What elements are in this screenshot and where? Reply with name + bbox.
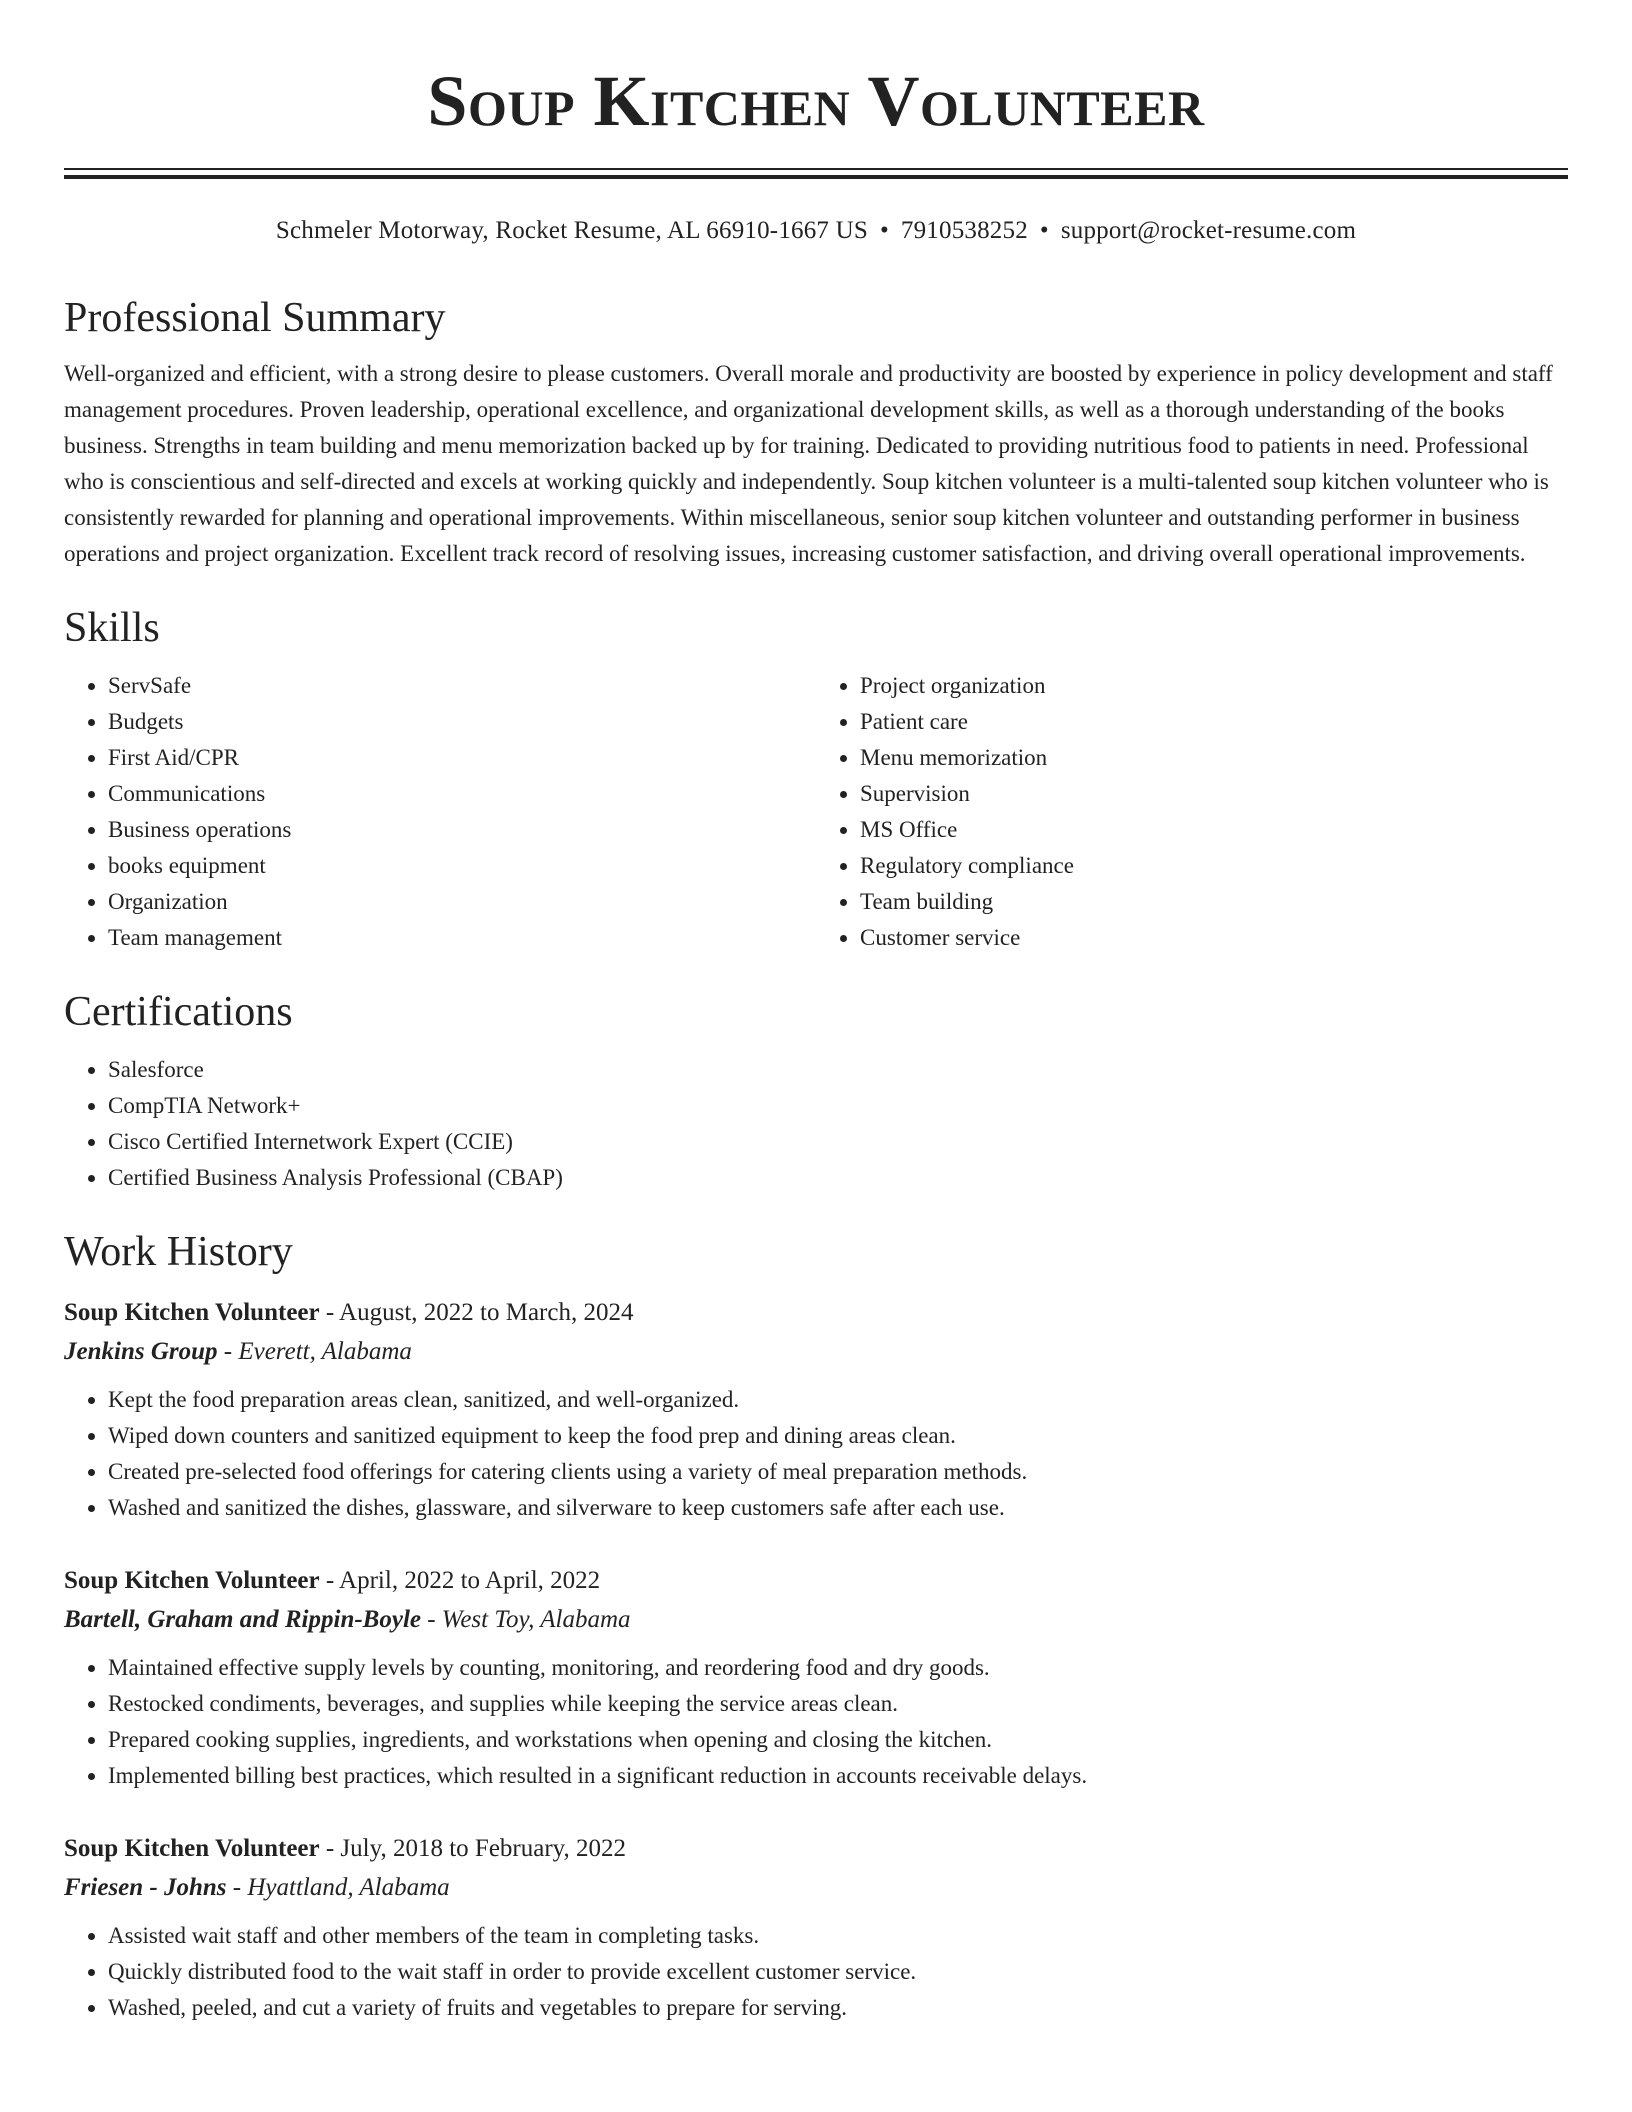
job-bullet: • Washed, peeled, and cut a variety of fruits and vegetables to prepare for serving. [108,1990,1568,2026]
skill-item: • books equipment [108,848,816,884]
skill-item: • Business operations [108,812,816,848]
job-bullet: • Kept the food preparation areas clean, sanitized, and well-organized. [108,1382,1568,1418]
job-bullet: • Washed and sanitized the dishes, glassware, and silverware to keep customers safe after each use. [108,1490,1568,1526]
job-bullets [64,1650,1568,1794]
contact-address: Schmeler Motorway, Rocket Resume, AL 66910-1667 US [275,217,868,244]
job-dates: - August, 2022 to March, 2024 [325,1299,634,1326]
job-entry [64,1830,1568,2026]
job-title: Soup Kitchen Volunteer [64,1567,320,1594]
job-bullet: • Wiped down counters and sanitized equipment to keep the food prep and dining areas clean. [108,1418,1568,1454]
job-company: Jenkins Group [64,1338,218,1365]
skill-item: • ServSafe [108,668,816,704]
job-bullet: • Quickly distributed food to the wait staff in order to provide excellent customer service. [108,1954,1568,1990]
job-bullet: • Created pre-selected food offerings for catering clients using a variety of meal preparation methods. [108,1454,1568,1490]
resume-name: Soup Kitchen Volunteer [427,61,1205,141]
certifications-heading: Certifications [64,989,293,1035]
job-title-line [64,1562,1568,1600]
resume-content [64,290,1568,2062]
summary-heading: Professional Summary [64,295,446,341]
skill-item: • Organization [108,884,816,920]
job-title-line [64,1294,1568,1332]
skill-item: • Regulatory compliance [860,848,1568,884]
certification-item: • CompTIA Network+ [108,1088,1568,1124]
certification-item: • Certified Business Analysis Professional (CBAP) [108,1160,1568,1196]
skill-item: • Project organization [860,668,1568,704]
skills-column-right [816,668,1568,956]
certification-item: • Cisco Certified Internetwork Expert (CCIE) [108,1124,1568,1160]
skills-heading: Skills [64,605,160,651]
skill-item: • MS Office [860,812,1568,848]
job-company: Friesen - Johns [64,1874,227,1901]
job-bullet: • Implemented billing best practices, which resulted in a significant reduction in accounts receivable delays. [108,1758,1568,1794]
certification-item: • Salesforce [108,1052,1568,1088]
job-location: - Everett, Alabama [223,1338,412,1365]
contact-line [0,214,1632,248]
job-title: Soup Kitchen Volunteer [64,1835,320,1862]
job-bullet: • Assisted wait staff and other members of the team in completing tasks. [108,1918,1568,1954]
contact-email: support@rocket-resume.com [1060,217,1357,244]
skill-item: • Team management [108,920,816,956]
certifications-list [64,1052,1568,1196]
job-dates: - April, 2022 to April, 2022 [325,1567,601,1594]
job-entry [64,1294,1568,1526]
contact-phone: 7910538252 [900,217,1028,244]
job-bullet: • Restocked condiments, beverages, and supplies while keeping the service areas clean. [108,1686,1568,1722]
job-bullets [64,1382,1568,1526]
skill-item: • Supervision [860,776,1568,812]
contact-separator: • [879,217,889,244]
skill-item: • Communications [108,776,816,812]
contact-separator: • [1039,217,1049,244]
job-company-line [64,1332,1568,1372]
job-title-line [64,1830,1568,1868]
job-location: - West Toy, Alabama [427,1606,631,1633]
summary-text: Well-organized and efficient, with a strong desire to please customers. Overall morale and productivity are boosted by experience in policy development and staff management procedures. Proven leadership, operational excellence, and organizational development skills, as well as a thorough understanding of the books business. Strengths in team building and menu memorization backed up by for training. Dedicated to providing nutritious food to patients in need. Professional who is conscientious and self-directed and excels at working quickly and independently. Soup kitchen volunteer is a multi-talented soup kitchen volunteer who is consistently rewarded for planning and operational improvements. Within miscellaneous, senior soup kitchen volunteer and outstanding performer in business operations and project organization. Excellent track record of resolving issues, increasing customer satisfaction, and driving overall operational improvements. [64,361,1553,566]
job-title: Soup Kitchen Volunteer [64,1299,320,1326]
skill-item: • Patient care [860,704,1568,740]
skills-column-left [64,668,816,956]
job-location: - Hyattland, Alabama [232,1874,450,1901]
skills-list [64,668,1568,956]
skill-item: • Menu memorization [860,740,1568,776]
header-rule-thick [64,175,1568,179]
job-company: Bartell, Graham and Rippin-Boyle [64,1606,421,1633]
job-company-line [64,1868,1568,1908]
skill-item: • Budgets [108,704,816,740]
job-entry [64,1562,1568,1794]
header-rule-thin [64,168,1568,170]
job-company-line [64,1600,1568,1640]
skill-item: • First Aid/CPR [108,740,816,776]
job-bullet: • Prepared cooking supplies, ingredients, and workstations when opening and closing the kitchen. [108,1722,1568,1758]
skill-item: • Customer service [860,920,1568,956]
job-dates: - July, 2018 to February, 2022 [325,1835,627,1862]
work-history-heading: Work History [64,1229,293,1275]
skill-item: • Team building [860,884,1568,920]
job-bullets [64,1918,1568,2026]
job-bullet: • Maintained effective supply levels by counting, monitoring, and reordering food and dry goods. [108,1650,1568,1686]
